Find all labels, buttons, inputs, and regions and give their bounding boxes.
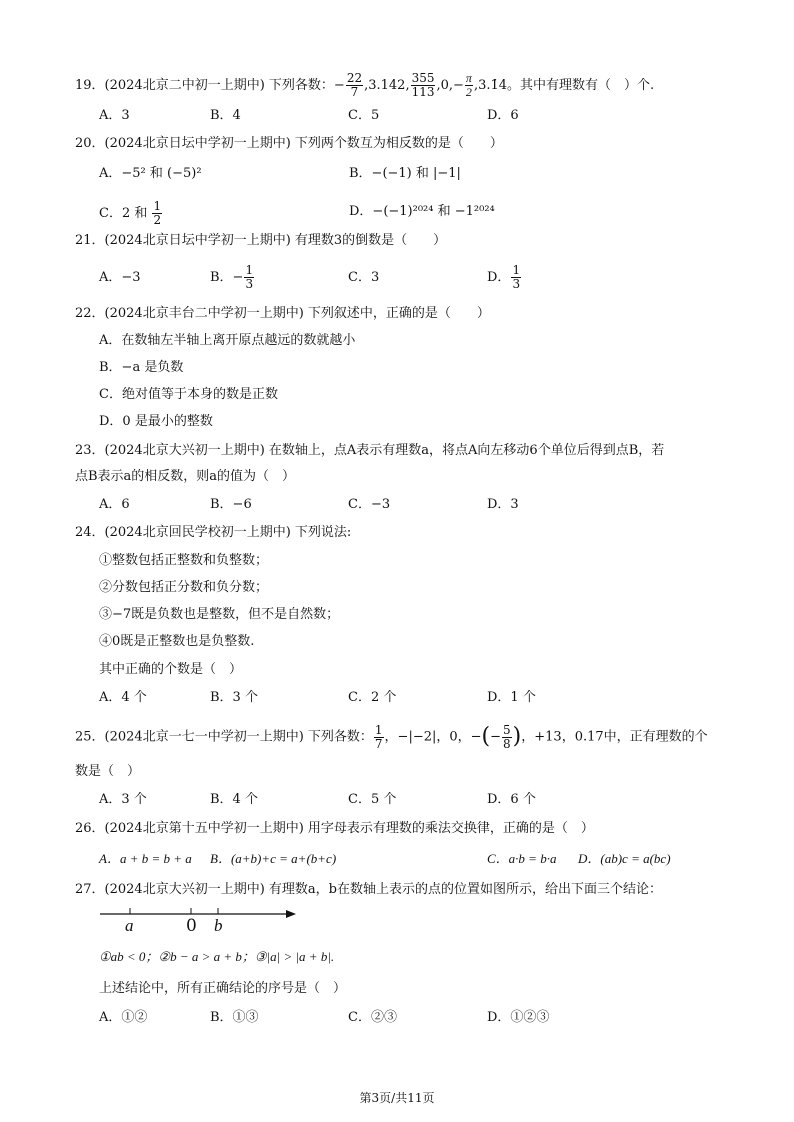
q26-option-a: A．a + b = b + a xyxy=(99,851,192,866)
q24-option-b: B．3 个 xyxy=(210,690,258,705)
q20-option-a: A．−5² 和 (−5)² xyxy=(99,166,202,181)
q21-stem: 21．(2024北京日坛中学初一上期中) 有理数3的倒数是（ ） xyxy=(75,233,447,248)
q24-option-c: C．2 个 xyxy=(348,690,397,705)
q24-ask: 其中正确的个数是（ ） xyxy=(99,662,243,677)
q20-stem: 20．(2024北京日坛中学初一上期中) 下列两个数互为相反数的是（ ） xyxy=(75,136,503,151)
q19-stem xyxy=(75,72,654,99)
q24-item-4: ④0既是正整数也是负整数. xyxy=(99,634,255,649)
q21-option-a: A．−3 xyxy=(99,270,141,285)
q21-option-c: C．3 xyxy=(348,270,380,285)
q23-stem-line2: 点B表示a的相反数，则a的值为（ ） xyxy=(75,469,296,484)
q26-option-b: B．(a+b)+c = a+(b+c) xyxy=(210,851,337,866)
q25-option-d: D．6 个 xyxy=(487,792,536,807)
q24-item-2: ②分数包括正分数和负分数； xyxy=(99,580,269,595)
q19-n3: ,0,− xyxy=(436,78,464,93)
q19-frac-355-113: $\frac{355}{113}$ xyxy=(411,71,435,99)
q24-item-1: ①整数包括正整数和负整数； xyxy=(99,553,269,568)
q27-option-a: A．①② xyxy=(99,1010,148,1025)
q22-stem: 22．(2024北京丰台二中学初一上期中) 下列叙述中，正确的是（ ） xyxy=(75,306,490,321)
q26-stem: 26．(2024北京第十五中学初一上期中) 用字母表示有理数的乘法交换律，正确的是（ ） xyxy=(75,821,594,836)
q27-stem: 27．(2024北京大兴初一上期中) 有理数a，b在数轴上表示的点的位置如图所示，给出下面三个结论： xyxy=(75,882,662,897)
q19-neg: − xyxy=(333,78,345,93)
q25-open-paren: ( xyxy=(481,724,491,749)
number-line-arrow-icon xyxy=(286,910,296,918)
q25-option-a: A．3 个 xyxy=(99,792,147,807)
q21-option-d: D． $\frac{1}{3}$ xyxy=(487,263,521,291)
q19-suffix: 。其中有理数有（ ）个. xyxy=(507,78,655,93)
axis-label-a: a xyxy=(125,916,134,935)
q19-frac-22-7: $\frac{22}{7}$ xyxy=(346,71,363,99)
q23-option-a: A．6 xyxy=(99,497,130,512)
axis-label-b: b xyxy=(214,916,223,935)
q20-option-d: D．−(−1)²⁰²⁴ 和 −1²⁰²⁴ xyxy=(349,204,495,219)
q26-option-c: C．a·b = b·a xyxy=(487,851,557,866)
q25-option-b: B．4 个 xyxy=(210,792,258,807)
q20-frac-1-2: $\frac{1}{2}$ xyxy=(153,199,162,227)
q19-n4: ,3.1̇4̇ xyxy=(473,78,508,93)
q19-n2: ,3.142, xyxy=(364,78,410,93)
q25-close-paren: ) xyxy=(512,724,522,749)
q25-frac-5-8: $\frac{5}{8}$ xyxy=(503,722,511,751)
q19-option-c: C．5 xyxy=(348,108,380,123)
q23-option-d: D．3 xyxy=(487,497,519,512)
q19-option-b: B．4 xyxy=(210,108,241,123)
q19-option-d: D．6 xyxy=(487,108,519,123)
q23-option-c: C．−3 xyxy=(348,497,391,512)
q27-conclusions: ①ab < 0；②b − a > a + b；③|a| > |a + b|. xyxy=(99,949,335,964)
q19-prefix: 19．(2024北京二中初一上期中) 下列各数： xyxy=(75,78,334,93)
q24-option-a: A．4 个 xyxy=(99,690,147,705)
q19-option-a: A．3 xyxy=(99,108,130,123)
axis-label-0: 0 xyxy=(186,916,197,936)
q26-option-d: D．(ab)c = a(bc) xyxy=(578,851,671,866)
q25-frac-1-7: $\frac{1}{7}$ xyxy=(374,722,383,751)
q21-option-b: B．− $\frac{1}{3}$ xyxy=(210,263,254,291)
q27-option-b: B．①③ xyxy=(210,1010,259,1025)
q22-option-c: C．绝对值等于本身的数是正数 xyxy=(99,387,278,402)
q21-frac-1-3: $\frac{1}{3}$ xyxy=(512,263,521,291)
q20-option-c: C．2 和 $\frac{1}{2}$ xyxy=(99,199,162,227)
q22-option-a: A．在数轴左半轴上离开原点越远的数就越小 xyxy=(99,333,356,348)
q24-item-3: ③−7既是负数也是整数，但不是自然数； xyxy=(99,607,340,622)
q19-frac-pi-2: $\frac{\pi}{2}$ xyxy=(465,71,472,99)
q21-frac-1-3-neg: $\frac{1}{3}$ xyxy=(245,263,254,291)
q24-stem: 24．(2024北京回民学校初一上期中) 下列说法: xyxy=(75,525,352,540)
q27-ask: 上述结论中，所有正确结论的序号是（ ） xyxy=(99,981,347,996)
page-footer: 第3页/共11页 xyxy=(359,1091,435,1105)
q22-option-d: D．0 是最小的整数 xyxy=(99,414,213,429)
q25-option-c: C．5 个 xyxy=(348,792,397,807)
q23-stem-line1: 23．(2024北京大兴初一上期中) 在数轴上，点A表示有理数a，将点A向左移动6个单位后得到点B，若 xyxy=(75,443,665,458)
q24-option-d: D．1 个 xyxy=(487,690,536,705)
q27-option-d: D．①②③ xyxy=(487,1010,550,1025)
q23-option-b: B．−6 xyxy=(210,497,252,512)
q25-stem-line1: 25．(2024北京一七一中学初一上期中) 下列各数： $\frac{1}{7}$ ，−|−2|，0，−(− $\frac{5}{8}$ )，+13，0.17中，正有理数的个 xyxy=(75,722,708,751)
q27-option-c: C．②③ xyxy=(348,1010,397,1025)
q25-stem-line2: 数是（ ） xyxy=(75,764,141,779)
q20-option-b: B．−(−1) 和 |−1| xyxy=(349,166,461,181)
q22-option-b: B．−a 是负数 xyxy=(99,360,184,375)
